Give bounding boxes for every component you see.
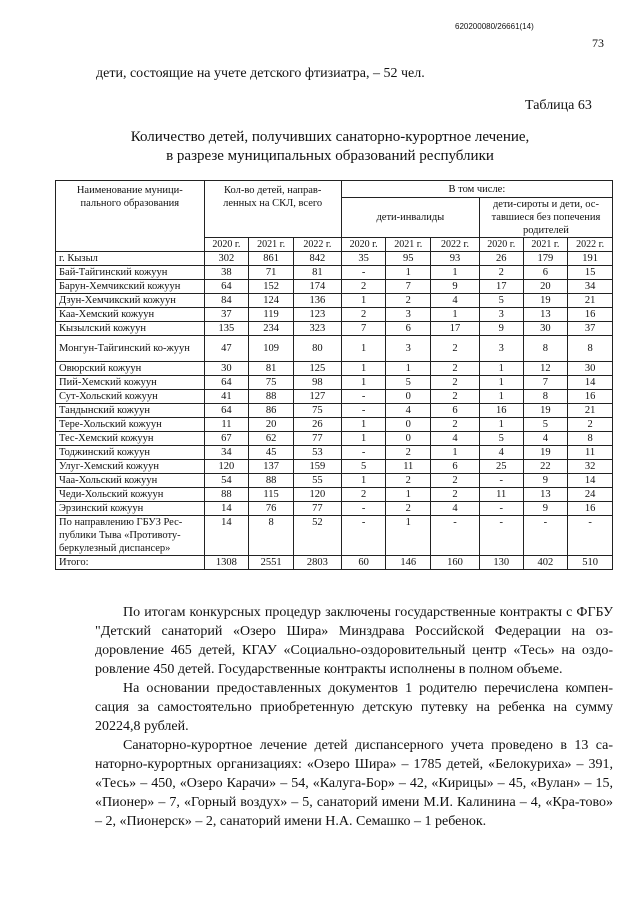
- table-label: Таблица 63: [525, 98, 592, 113]
- row-value-cell: 14: [204, 502, 249, 516]
- row-value-cell: 402: [523, 556, 568, 570]
- row-value-cell: 21: [568, 294, 613, 308]
- row-value-cell: 81: [249, 362, 294, 376]
- row-value-cell: 64: [204, 376, 249, 390]
- row-value-cell: 26: [293, 418, 341, 432]
- row-value-cell: 19: [523, 446, 568, 460]
- column-header-name: Наименование муници-пального образования: [56, 181, 205, 252]
- row-value-cell: 1: [341, 362, 386, 376]
- row-value-cell: 62: [249, 432, 294, 446]
- column-header-disabled: дети-инвалиды: [341, 198, 479, 238]
- table-row: [56, 516, 613, 556]
- row-value-cell: 1: [431, 266, 480, 280]
- row-value-cell: 14: [204, 516, 249, 556]
- row-municipality-name: Барун-Хемчикский кожуун: [56, 280, 205, 294]
- row-value-cell: 2: [341, 308, 386, 322]
- column-header-total: Кол-во детей, направ-ленных на СКЛ, всего: [204, 181, 341, 238]
- year-header: 2021 г.: [249, 238, 294, 252]
- row-value-cell: 20: [523, 280, 568, 294]
- row-value-cell: -: [341, 266, 386, 280]
- row-value-cell: 7: [386, 280, 431, 294]
- row-value-cell: 54: [204, 474, 249, 488]
- row-value-cell: 88: [204, 488, 249, 502]
- paragraph-organizations: Санаторно-курортное лечение детей диспансерного учета проведено в 13 са-наторно-курортных организациях: «Озеро Шира» – 1785 детей, «Белокуриха» – 391, «Тесь» – 450, «Озеро Карачи» – 54, «Калуга-Бор» – 42, «Кирицы» – 45, «Вулан» – 15, «Пионер» – 7, «Горный воздух» – 5, санаторий имени М.И. Калинина – 4, «Кра-тово» – 2, «Пионерск» – 2, санаторий имени Н.А. Семашко – 1 ребенок.: [95, 738, 613, 829]
- row-value-cell: 3: [386, 308, 431, 322]
- row-value-cell: 2: [431, 474, 480, 488]
- row-value-cell: 64: [204, 404, 249, 418]
- row-value-cell: 135: [204, 322, 249, 336]
- table-row: [56, 404, 613, 418]
- row-value-cell: 30: [204, 362, 249, 376]
- row-value-cell: 9: [431, 280, 480, 294]
- row-value-cell: 8: [249, 516, 294, 556]
- row-value-cell: 1: [431, 308, 480, 322]
- row-value-cell: 16: [568, 308, 613, 322]
- table-title-line: Количество детей, получивших санаторно-курортное лечение,: [130, 129, 530, 145]
- table-row: [56, 432, 613, 446]
- row-value-cell: 6: [523, 266, 568, 280]
- table-row: [56, 376, 613, 390]
- row-value-cell: 2551: [249, 556, 294, 570]
- row-value-cell: 32: [568, 460, 613, 474]
- row-value-cell: 2: [341, 280, 386, 294]
- row-value-cell: 93: [431, 252, 480, 266]
- row-value-cell: 15: [568, 266, 613, 280]
- row-value-cell: 174: [293, 280, 341, 294]
- year-header: 2020 г.: [204, 238, 249, 252]
- year-header: 2021 г.: [386, 238, 431, 252]
- row-value-cell: 30: [568, 362, 613, 376]
- table-row: [56, 336, 613, 362]
- row-value-cell: 4: [386, 404, 431, 418]
- row-value-cell: 24: [568, 488, 613, 502]
- row-value-cell: 88: [249, 474, 294, 488]
- row-value-cell: 2803: [293, 556, 341, 570]
- row-value-cell: 16: [479, 404, 523, 418]
- row-municipality-name: Тандынский кожуун: [56, 404, 205, 418]
- row-value-cell: 6: [431, 460, 480, 474]
- row-value-cell: 120: [204, 460, 249, 474]
- row-value-cell: 60: [341, 556, 386, 570]
- row-value-cell: 11: [479, 488, 523, 502]
- row-value-cell: 159: [293, 460, 341, 474]
- year-header: 2021 г.: [523, 238, 568, 252]
- row-value-cell: 136: [293, 294, 341, 308]
- row-value-cell: 8: [568, 432, 613, 446]
- row-value-cell: 86: [249, 404, 294, 418]
- row-value-cell: 3: [479, 336, 523, 362]
- document-code: 620200080/26661(14): [455, 22, 534, 31]
- row-value-cell: 130: [479, 556, 523, 570]
- table-row: [56, 474, 613, 488]
- row-municipality-name: Тес-Хемский кожуун: [56, 432, 205, 446]
- row-value-cell: 80: [293, 336, 341, 362]
- row-municipality-name: Тоджинский кожуун: [56, 446, 205, 460]
- children-sanatorium-table: [55, 180, 613, 570]
- row-municipality-name: Овюрский кожуун: [56, 362, 205, 376]
- row-value-cell: 1: [341, 376, 386, 390]
- row-value-cell: 77: [293, 432, 341, 446]
- row-value-cell: 81: [293, 266, 341, 280]
- row-value-cell: 37: [204, 308, 249, 322]
- row-value-cell: 7: [523, 376, 568, 390]
- row-value-cell: 88: [249, 390, 294, 404]
- row-value-cell: 124: [249, 294, 294, 308]
- row-municipality-name: Итого:: [56, 556, 205, 570]
- row-value-cell: 510: [568, 556, 613, 570]
- table-row: [56, 322, 613, 336]
- row-value-cell: 2: [431, 390, 480, 404]
- row-value-cell: 137: [249, 460, 294, 474]
- row-value-cell: 4: [479, 446, 523, 460]
- table-row: [56, 294, 613, 308]
- row-value-cell: 95: [386, 252, 431, 266]
- row-value-cell: 84: [204, 294, 249, 308]
- row-value-cell: -: [341, 502, 386, 516]
- row-value-cell: 5: [386, 376, 431, 390]
- row-value-cell: 0: [386, 390, 431, 404]
- row-value-cell: 120: [293, 488, 341, 502]
- row-value-cell: -: [479, 474, 523, 488]
- row-value-cell: 22: [523, 460, 568, 474]
- row-value-cell: 45: [249, 446, 294, 460]
- row-value-cell: 2: [386, 294, 431, 308]
- row-value-cell: 115: [249, 488, 294, 502]
- row-value-cell: 152: [249, 280, 294, 294]
- row-value-cell: 146: [386, 556, 431, 570]
- row-value-cell: 2: [386, 446, 431, 460]
- table-row: [56, 502, 613, 516]
- row-municipality-name: Дзун-Хемчикский кожуун: [56, 294, 205, 308]
- row-value-cell: 1: [386, 488, 431, 502]
- row-value-cell: 17: [479, 280, 523, 294]
- row-value-cell: 123: [293, 308, 341, 322]
- row-value-cell: 5: [479, 432, 523, 446]
- table-title-line: в разрезе муниципальных образований республики: [166, 148, 494, 164]
- paragraph-contracts: По итогам конкурсных процедур заключены государственные контракты с ФГБУ "Детский санаторий «Озеро Шира» Минздрава Российской Федерации на оз-доровление 465 детей, КГАУ «Социально-оздоровительный центр «Тесь» на оздо-ровление 450 детей. Государственные контракты исполнены в полном объеме.: [95, 605, 613, 677]
- row-municipality-name: Чаа-Хольский кожуун: [56, 474, 205, 488]
- row-value-cell: 41: [204, 390, 249, 404]
- row-value-cell: 119: [249, 308, 294, 322]
- row-value-cell: 1: [341, 294, 386, 308]
- row-value-cell: 14: [568, 474, 613, 488]
- row-value-cell: 4: [523, 432, 568, 446]
- row-value-cell: 8: [568, 336, 613, 362]
- row-value-cell: 234: [249, 322, 294, 336]
- row-value-cell: -: [431, 516, 480, 556]
- row-value-cell: 53: [293, 446, 341, 460]
- row-value-cell: 5: [523, 418, 568, 432]
- table-row: [56, 556, 613, 570]
- row-value-cell: 302: [204, 252, 249, 266]
- row-value-cell: 55: [293, 474, 341, 488]
- row-value-cell: 1: [479, 362, 523, 376]
- row-municipality-name: Пий-Хемский кожуун: [56, 376, 205, 390]
- row-value-cell: 75: [249, 376, 294, 390]
- row-municipality-name: Бай-Тайгинский кожуун: [56, 266, 205, 280]
- row-municipality-name: Сут-Хольский кожуун: [56, 390, 205, 404]
- row-value-cell: 71: [249, 266, 294, 280]
- paragraph-compensation: На основании предоставленных документов 1 родителю перечислена компен-сация за самостоятельно приобретенную детскую путевку на ребенка на сумму 20224,8 рублей.: [95, 681, 613, 734]
- row-value-cell: 1: [341, 336, 386, 362]
- row-value-cell: -: [479, 516, 523, 556]
- row-value-cell: 4: [431, 432, 480, 446]
- table-row: [56, 266, 613, 280]
- row-municipality-name: Чеди-Хольский кожуун: [56, 488, 205, 502]
- row-value-cell: 179: [523, 252, 568, 266]
- table-row: [56, 460, 613, 474]
- row-value-cell: 0: [386, 432, 431, 446]
- row-value-cell: 1: [386, 516, 431, 556]
- row-value-cell: 2: [431, 488, 480, 502]
- row-value-cell: -: [341, 404, 386, 418]
- row-value-cell: 1: [386, 266, 431, 280]
- row-value-cell: 1: [479, 376, 523, 390]
- row-value-cell: 6: [431, 404, 480, 418]
- row-value-cell: -: [341, 390, 386, 404]
- row-value-cell: 2: [431, 376, 480, 390]
- row-municipality-name: Тере-Хольский кожуун: [56, 418, 205, 432]
- row-value-cell: 20: [249, 418, 294, 432]
- row-value-cell: -: [568, 516, 613, 556]
- row-value-cell: 35: [341, 252, 386, 266]
- table-row: [56, 488, 613, 502]
- row-value-cell: 21: [568, 404, 613, 418]
- year-header: 2022 г.: [293, 238, 341, 252]
- row-value-cell: 26: [479, 252, 523, 266]
- row-value-cell: 16: [568, 390, 613, 404]
- year-header: 2022 г.: [431, 238, 480, 252]
- row-value-cell: 2: [431, 418, 480, 432]
- row-value-cell: 125: [293, 362, 341, 376]
- row-value-cell: 861: [249, 252, 294, 266]
- row-value-cell: 9: [523, 502, 568, 516]
- row-municipality-name: Эрзинский кожуун: [56, 502, 205, 516]
- table-row: [56, 308, 613, 322]
- table-title: [60, 128, 600, 166]
- row-value-cell: 14: [568, 376, 613, 390]
- row-value-cell: 842: [293, 252, 341, 266]
- row-value-cell: 77: [293, 502, 341, 516]
- row-municipality-name: Кызылский кожуун: [56, 322, 205, 336]
- row-value-cell: 16: [568, 502, 613, 516]
- row-value-cell: 1: [386, 362, 431, 376]
- row-value-cell: 160: [431, 556, 480, 570]
- row-value-cell: 52: [293, 516, 341, 556]
- row-value-cell: 8: [523, 390, 568, 404]
- row-value-cell: 8: [523, 336, 568, 362]
- row-value-cell: 1: [341, 474, 386, 488]
- column-header-orphans: дети-сироты и дети, ос-тавшиеся без попечения родителей: [479, 198, 612, 238]
- row-value-cell: 25: [479, 460, 523, 474]
- row-value-cell: 1308: [204, 556, 249, 570]
- row-municipality-name: г. Кызыл: [56, 252, 205, 266]
- row-value-cell: 1: [341, 418, 386, 432]
- row-value-cell: 6: [386, 322, 431, 336]
- column-header-including: В том числе:: [341, 181, 612, 198]
- page-number: 73: [592, 36, 604, 50]
- row-value-cell: 76: [249, 502, 294, 516]
- row-value-cell: 13: [523, 308, 568, 322]
- row-value-cell: -: [479, 502, 523, 516]
- row-municipality-name: Монгун-Тайгинский ко-жуун: [56, 336, 205, 362]
- row-value-cell: 1: [479, 418, 523, 432]
- row-value-cell: 17: [431, 322, 480, 336]
- row-value-cell: 67: [204, 432, 249, 446]
- row-municipality-name: Улуг-Хемский кожуун: [56, 460, 205, 474]
- row-value-cell: 37: [568, 322, 613, 336]
- row-value-cell: 2: [568, 418, 613, 432]
- row-value-cell: 64: [204, 280, 249, 294]
- row-value-cell: -: [341, 446, 386, 460]
- row-value-cell: 5: [479, 294, 523, 308]
- row-value-cell: 1: [479, 390, 523, 404]
- row-value-cell: 11: [568, 446, 613, 460]
- row-value-cell: 47: [204, 336, 249, 362]
- table-row: [56, 418, 613, 432]
- row-value-cell: 19: [523, 294, 568, 308]
- row-value-cell: 191: [568, 252, 613, 266]
- row-value-cell: 2: [431, 336, 480, 362]
- row-value-cell: 11: [386, 460, 431, 474]
- row-value-cell: 3: [386, 336, 431, 362]
- row-value-cell: 4: [431, 502, 480, 516]
- year-header: 2020 г.: [341, 238, 386, 252]
- row-value-cell: -: [341, 516, 386, 556]
- row-value-cell: 34: [204, 446, 249, 460]
- row-value-cell: 127: [293, 390, 341, 404]
- row-value-cell: 30: [523, 322, 568, 336]
- row-value-cell: 109: [249, 336, 294, 362]
- row-value-cell: 12: [523, 362, 568, 376]
- table-row: [56, 446, 613, 460]
- table-row: [56, 280, 613, 294]
- row-value-cell: 75: [293, 404, 341, 418]
- row-value-cell: 2: [479, 266, 523, 280]
- row-value-cell: 1: [431, 446, 480, 460]
- row-value-cell: 19: [523, 404, 568, 418]
- row-value-cell: -: [523, 516, 568, 556]
- intro-line: дети, состоящие на учете детского фтизиатра, – 52 чел.: [96, 66, 425, 81]
- row-value-cell: 9: [523, 474, 568, 488]
- row-value-cell: 11: [204, 418, 249, 432]
- row-value-cell: 9: [479, 322, 523, 336]
- row-value-cell: 7: [341, 322, 386, 336]
- row-value-cell: 34: [568, 280, 613, 294]
- row-value-cell: 5: [341, 460, 386, 474]
- row-value-cell: 323: [293, 322, 341, 336]
- row-municipality-name: По направлению ГБУЗ Рес-публики Тыва «Противоту-беркулезный диспансер»: [56, 516, 205, 556]
- row-value-cell: 2: [341, 488, 386, 502]
- row-value-cell: 98: [293, 376, 341, 390]
- row-municipality-name: Каа-Хемский кожуун: [56, 308, 205, 322]
- table-row: [56, 362, 613, 376]
- row-value-cell: 2: [431, 362, 480, 376]
- row-value-cell: 1: [341, 432, 386, 446]
- row-value-cell: 2: [386, 502, 431, 516]
- row-value-cell: 38: [204, 266, 249, 280]
- row-value-cell: 4: [431, 294, 480, 308]
- table-row: [56, 390, 613, 404]
- row-value-cell: 3: [479, 308, 523, 322]
- year-header: 2022 г.: [568, 238, 613, 252]
- table-row: [56, 252, 613, 266]
- year-header: 2020 г.: [479, 238, 523, 252]
- row-value-cell: 2: [386, 474, 431, 488]
- row-value-cell: 13: [523, 488, 568, 502]
- row-value-cell: 0: [386, 418, 431, 432]
